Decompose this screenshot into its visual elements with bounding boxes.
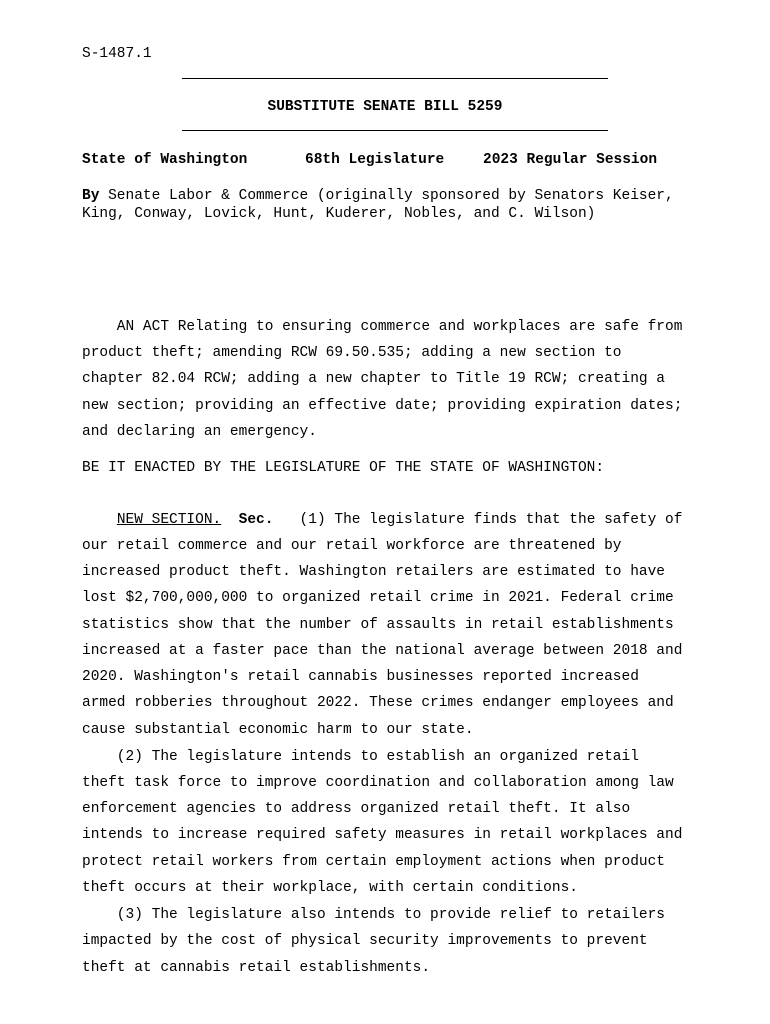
enacting-clause: BE IT ENACTED BY THE LEGISLATURE OF THE STATE OF WASHINGTON: [82, 460, 605, 476]
section-line: our retail commerce and our retail workforce are threatened by [82, 538, 622, 554]
section-line: theft at cannabis retail establishments. [82, 960, 431, 976]
section-line: lost $2,700,000,000 to organized retail crime in 2021. Federal crime [82, 590, 674, 606]
section-first-line [82, 512, 682, 528]
act-line: AN ACT Relating to ensuring commerce and workplaces are safe from [82, 319, 683, 335]
sponsor-text-1: Senate Labor & Commerce (originally sponsored by Senators Keiser, [99, 188, 674, 204]
section-line: increased at a faster pace than the national average between 2018 and [82, 643, 683, 659]
state-label: State of Washington [82, 152, 248, 168]
section-line: (2) The legislature intends to establish an organized retail [82, 749, 639, 765]
act-line: new section; providing an effective date; providing expiration dates; [82, 398, 683, 414]
document-id: S-1487.1 [82, 46, 152, 62]
new-section-label: NEW SECTION. [116, 512, 222, 528]
section-line: increased product theft. Washington retailers are estimated to have [82, 564, 665, 580]
section-line: intends to increase required safety measures in retail workplaces and [82, 827, 683, 843]
title-rule-bottom [182, 130, 608, 131]
section-line: 2020. Washington's retail cannabis businesses reported increased [82, 669, 639, 685]
section-line: (3) The legislature also intends to provide relief to retailers [82, 907, 665, 923]
act-line: chapter 82.04 RCW; adding a new chapter to Title 19 RCW; creating a [82, 371, 665, 387]
sponsor-line-1 [82, 188, 674, 204]
section-line: enforcement agencies to address organized retail theft. It also [82, 801, 631, 817]
section-line: theft task force to improve coordination and collaboration among law [82, 775, 674, 791]
sponsor-line-2: King, Conway, Lovick, Hunt, Kuderer, Nobles, and C. Wilson) [82, 206, 596, 222]
title-rule-top [182, 78, 608, 79]
section-line: cause substantial economic harm to our state. [82, 722, 474, 738]
act-line: product theft; amending RCW 69.50.535; adding a new section to [82, 345, 622, 361]
sponsor-by: By [82, 188, 100, 204]
section-first-line-text: (1) The legislature finds that the safety of [273, 512, 683, 528]
section-line: armed robberies throughout 2022. These crimes endanger employees and [82, 695, 674, 711]
act-line: and declaring an emergency. [82, 424, 317, 440]
section-line: impacted by the cost of physical security improvements to prevent [82, 933, 648, 949]
legislature-label: 68th Legislature [305, 152, 445, 168]
bill-title: SUBSTITUTE SENATE BILL 5259 [267, 99, 503, 115]
section-line: theft occurs at their workplace, with certain conditions. [82, 880, 578, 896]
sec-label: Sec. [238, 512, 274, 528]
section-line: statistics show that the number of assaults in retail establishments [82, 617, 674, 633]
session-label: 2023 Regular Session [483, 152, 658, 168]
section-line: protect retail workers from certain employment actions when product [82, 854, 665, 870]
